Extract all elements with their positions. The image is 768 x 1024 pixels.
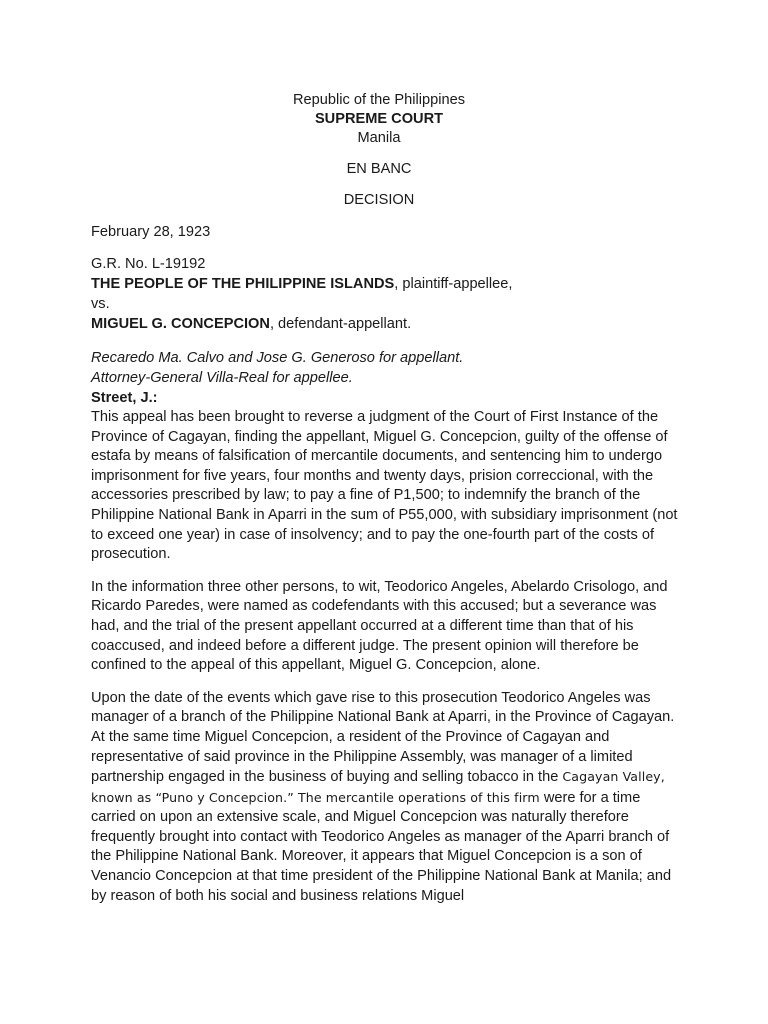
paragraph-2: In the information three other persons, to wit, Teodorico Angeles, Abelardo Crisologo, and Ricardo Paredes, were named as codefendants with this accused; but a severance was had, and the trial of the present appellant occurred at a different time than that of his coaccused, and indeed before a different judge. The present opinion will therefore be confined to the appeal of this appellant, Miguel G. Concepcion, alone. (91, 578, 668, 674)
paragraph-3-part-b: Cagayan Valley, known as “Puno y Concepcion.” The mercantile operations of this firm (91, 769, 665, 805)
decision-document (91, 91, 681, 906)
paragraph-3 (91, 689, 681, 907)
counsel-appellee: Attorney-General Villa-Real for appellee. (91, 370, 353, 386)
court-header (77, 91, 681, 210)
defendant-role: , defendant-appellant. (269, 316, 412, 332)
document-type: DECISION (343, 192, 415, 208)
paragraph-3-part-a: Upon the date of the events which gave rise to this prosecution Teodorico Angeles was manager of a branch of the Philippine National Bank at Aparri, in the Province of Cagayan. At the same time Miguel Concepcion, a resident of the Province of Cagayan and representative of said province in the Philippine Assembly, was manager of a limited partnership engaged in the business of buying and selling tobacco in the (91, 689, 675, 786)
defendant-line (91, 314, 681, 334)
court-name (77, 110, 681, 129)
counsel-appellant: Recaredo Ma. Calvo and Jose G. Generoso for appellant. (91, 350, 464, 366)
paragraph-3-part-c: were for a time carried on upon an extensive scale, and Miguel Concepcion was naturally therefore frequently brought into contact with Teodorico Angeles as manager of the Aparri branch of the Philippine National Bank. Moreover, it appears that Miguel Concepcion is a son of Venancio Concepcion at that time president of the Philippine National Bank at Manila; and by reason of both his social and business relations Miguel (91, 789, 672, 904)
ponente (91, 388, 681, 408)
division-label: EN BANC (346, 161, 412, 177)
paragraph-1: This appeal has been brought to reverse a judgment of the Court of First Instance of the Province of Cagayan, finding the appellant, Miguel G. Concepcion, guilty of the offense of estafa by means of falsification of mercantile documents, and sentencing him to undergo imprisonment for five years, four months and twenty days, prision correccional, with the accessories prescribed by law; to pay a fine of P1,500; to indemnify the branch of the Philippine National Bank in Aparri in the sum of P55,000, with subsidiary imprisonment (not to exceed one year) in case of insolvency; and to pay the one-fourth part of the costs of prosecution. (91, 409, 678, 563)
plaintiff-name: THE PEOPLE OF THE PHILIPPINE ISLANDS (91, 276, 395, 292)
court-city: Manila (357, 130, 401, 146)
plaintiff-role: , plaintiff-appellee, (394, 276, 513, 292)
decision-date: February 28, 1923 (91, 224, 211, 240)
plaintiff-line (91, 274, 681, 294)
case-number: G.R. No. L-19192 (91, 256, 206, 272)
court-name-text: SUPREME COURT (314, 111, 444, 127)
republic-line: Republic of the Philippines (293, 92, 465, 108)
ponente-name: Street, J.: (91, 390, 158, 406)
versus-line: vs. (91, 296, 110, 312)
defendant-name: MIGUEL G. CONCEPCION (91, 316, 270, 332)
